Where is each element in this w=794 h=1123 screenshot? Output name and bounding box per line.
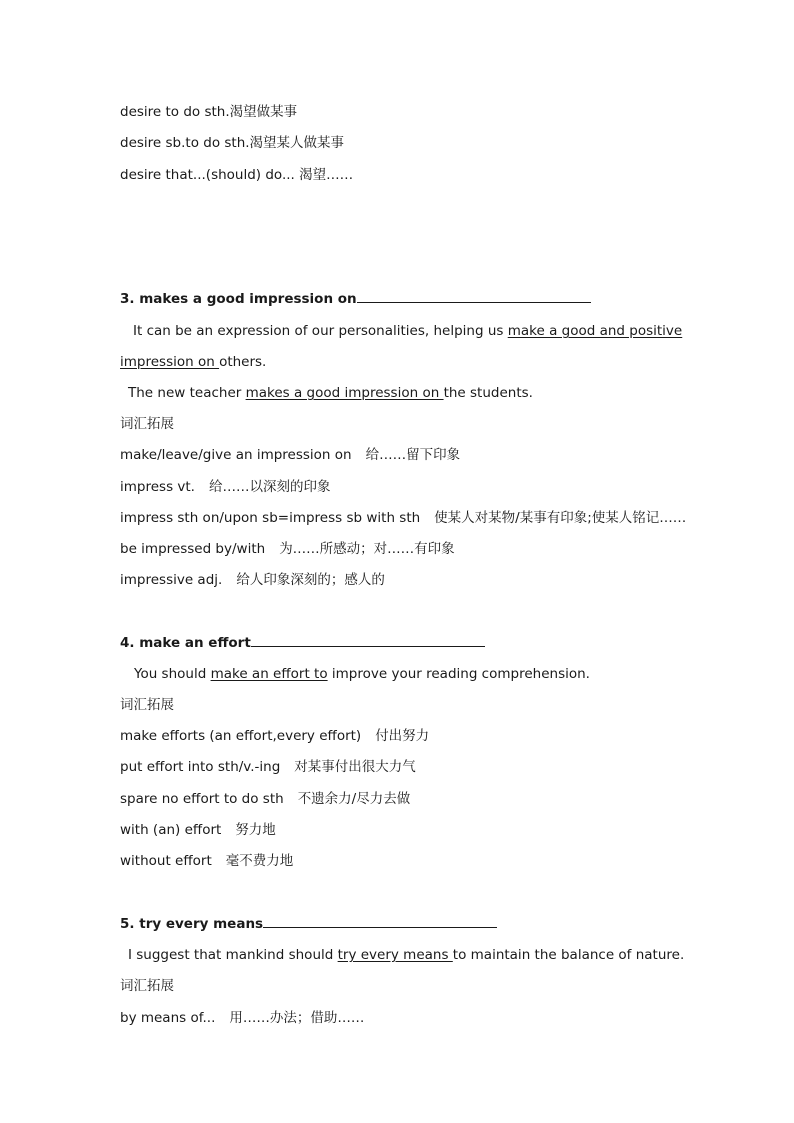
example-text: the students.: [443, 385, 533, 401]
section-4-vocab-3: [120, 790, 410, 808]
example-underlined: make an effort to: [210, 666, 328, 682]
desire-line-2: desire sb.to do sth.渴望某人做某事: [120, 135, 345, 151]
example-text: It can be an expression of our personalities, helping us: [133, 323, 508, 339]
desire-line-1: desire to do sth.渴望做某事: [120, 104, 298, 120]
example-underlined: try every means: [337, 947, 453, 963]
section-5-number: 5.: [120, 916, 135, 932]
example-text: You should: [134, 666, 211, 682]
vocab-en: make/leave/give an impression on: [120, 447, 352, 463]
section-5-blank: [263, 915, 497, 928]
desire-line-3: desire that...(should) do... 渴望……: [120, 167, 354, 183]
section-3-vocab-5: [120, 571, 385, 589]
section-4-vocab-4: [120, 821, 276, 839]
vocab-cn: 给……留下印象: [365, 447, 461, 463]
vocab-en: impress vt.: [120, 479, 195, 495]
section-3-vocab-3: [120, 509, 686, 527]
vocab-en: with (an) effort: [120, 822, 222, 838]
vocab-cn: 使某人对某物/某事有印象;使某人铭记……: [434, 510, 687, 526]
section-4-example: [134, 665, 590, 683]
section-4-vocab-2: [120, 758, 416, 776]
section-3-blank: [357, 290, 591, 303]
example-underlined: makes a good impression on: [245, 385, 444, 401]
vocab-en: impressive adj.: [120, 572, 223, 588]
vocab-cn: 用……办法；借助……: [229, 1010, 365, 1026]
section-5-example: [128, 946, 684, 964]
vocab-cn: 付出努力: [375, 728, 430, 744]
section-5-vocab-title: 词汇拓展: [120, 978, 174, 994]
vocab-cn: 不遗余力/尽力去做: [297, 791, 411, 807]
vocab-en: by means of...: [120, 1010, 216, 1026]
section-4-phrase: make an effort: [139, 635, 251, 651]
section-3-example-2: [128, 384, 533, 402]
section-4-number: 4.: [120, 635, 135, 651]
section-3-vocab-title: 词汇拓展: [120, 416, 174, 432]
example-text: to maintain the balance of nature.: [452, 947, 685, 963]
section-4-blank: [251, 634, 485, 647]
vocab-en: put effort into sth/v.-ing: [120, 759, 281, 775]
example-text: improve your reading comprehension.: [327, 666, 590, 682]
section-3-example-1-line-2: [120, 353, 266, 371]
vocab-cn: 给人印象深刻的；感人的: [236, 572, 385, 588]
example-underlined: make a good and positive: [507, 323, 683, 339]
section-3-vocab-1: [120, 446, 460, 464]
section-5-phrase: try every means: [139, 916, 264, 932]
section-3-number: 3.: [120, 291, 135, 307]
example-text: I suggest that mankind should: [128, 947, 338, 963]
vocab-cn: 毫不费力地: [225, 853, 294, 869]
example-underlined: impression on: [120, 354, 220, 370]
section-3-vocab-2: [120, 478, 330, 496]
section-4-vocab-1: [120, 727, 429, 745]
vocab-cn: 给……以深刻的印象: [208, 479, 331, 495]
section-5-heading: [120, 915, 497, 933]
section-4-heading: [120, 634, 485, 652]
section-3-example-1-line-1: [133, 322, 682, 340]
vocab-cn: 为……所感动；对……有印象: [279, 541, 455, 557]
section-4-vocab-title: 词汇拓展: [120, 697, 174, 713]
section-4-vocab-5: [120, 852, 293, 870]
vocab-cn: 努力地: [235, 822, 276, 838]
section-3-heading: [120, 290, 591, 308]
example-text: others.: [219, 354, 267, 370]
section-3-vocab-4: [120, 540, 455, 558]
vocab-en: impress sth on/upon sb=impress sb with sth: [120, 510, 421, 526]
section-5-vocab-1: [120, 1009, 364, 1027]
section-3-phrase: makes a good impression on: [139, 291, 357, 307]
example-text: The new teacher: [128, 385, 246, 401]
vocab-en: make efforts (an effort,every effort): [120, 728, 362, 744]
vocab-en: be impressed by/with: [120, 541, 266, 557]
vocab-en: spare no effort to do sth: [120, 791, 284, 807]
vocab-en: without effort: [120, 853, 212, 869]
vocab-cn: 对某事付出很大力气: [294, 759, 416, 775]
